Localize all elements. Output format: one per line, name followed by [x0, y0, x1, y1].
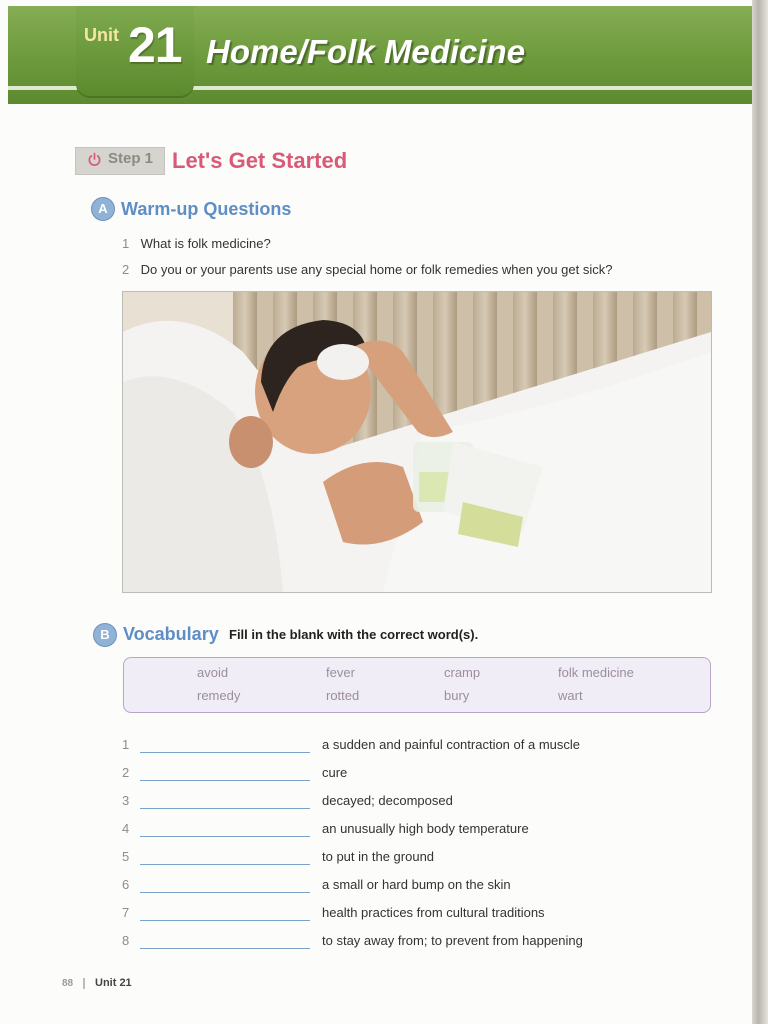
vocab-item — [122, 905, 722, 927]
vocab-number: 1 — [122, 737, 130, 752]
unit-number: 21 — [128, 17, 182, 73]
vocab-number: 6 — [122, 877, 130, 892]
power-icon — [87, 152, 102, 167]
question-number: 2 — [122, 262, 130, 277]
unit-word: Unit — [84, 25, 119, 45]
vocab-number: 4 — [122, 821, 130, 836]
word-bank-item: folk medicine — [558, 665, 634, 680]
word-bank-item: cramp — [444, 665, 481, 680]
answer-blank[interactable] — [140, 780, 310, 781]
word-bank-item: wart — [558, 688, 583, 703]
vocab-definition: to put in the ground — [322, 849, 435, 864]
step-title: Let's Get Started — [172, 148, 348, 173]
vocab-item — [122, 877, 722, 899]
vocab-number: 3 — [122, 793, 130, 808]
answer-blank[interactable] — [140, 752, 310, 753]
footer-divider — [83, 978, 85, 989]
word-bank-item: remedy — [197, 688, 241, 703]
question-number: 1 — [122, 236, 130, 251]
vocab-definition: decayed; decomposed — [322, 793, 453, 808]
section-b-title: Vocabulary — [123, 624, 219, 644]
footer-unit-label: Unit 21 — [95, 977, 132, 989]
page-number: 88 — [62, 978, 74, 989]
vocab-number: 7 — [122, 905, 130, 920]
step-label: Step 1 — [108, 150, 154, 167]
unit-title: Home/Folk Medicine — [206, 33, 526, 70]
answer-blank[interactable] — [140, 808, 310, 809]
vocab-definition: a sudden and painful contraction of a muscle — [322, 737, 581, 752]
vocab-definition: cure — [322, 765, 348, 780]
section-a-badge: A — [91, 197, 115, 221]
vocab-item — [122, 793, 722, 815]
answer-blank[interactable] — [140, 920, 310, 921]
section-b-instruction: Fill in the blank with the correct word(s). — [229, 627, 479, 642]
word-bank-item: avoid — [197, 665, 229, 680]
man-in-bed-with-fever-photo — [122, 291, 712, 593]
word-bank-item: fever — [326, 665, 355, 680]
photo-illustration — [123, 292, 711, 592]
question-item — [122, 262, 612, 277]
answer-blank[interactable] — [140, 948, 310, 949]
section-b-badge: B — [93, 623, 117, 647]
vocab-number: 5 — [122, 849, 130, 864]
section-a-title: Warm-up Questions — [121, 199, 292, 219]
page-edge-shadow — [752, 0, 768, 1024]
word-bank-item: bury — [444, 688, 470, 703]
answer-blank[interactable] — [140, 836, 310, 837]
vocab-item — [122, 765, 722, 787]
vocab-number: 2 — [122, 765, 130, 780]
question-text: What is folk medicine? — [140, 236, 271, 251]
vocab-item — [122, 933, 722, 955]
vocab-definition: to stay away from; to prevent from happening — [322, 933, 583, 948]
word-bank-item: rotted — [326, 688, 360, 703]
answer-blank[interactable] — [140, 892, 310, 893]
question-text: Do you or your parents use any special home or folk remedies when you get sick? — [140, 262, 613, 277]
vocab-item — [122, 849, 722, 871]
vocab-definition: health practices from cultural traditions — [322, 905, 545, 920]
vocab-definition: a small or hard bump on the skin — [322, 877, 511, 892]
answer-blank[interactable] — [140, 864, 310, 865]
vocab-number: 8 — [122, 933, 130, 948]
question-item — [122, 236, 271, 251]
vocab-item — [122, 821, 722, 843]
vocab-item — [122, 737, 722, 759]
vocab-definition: an unusually high body temperature — [322, 821, 529, 836]
